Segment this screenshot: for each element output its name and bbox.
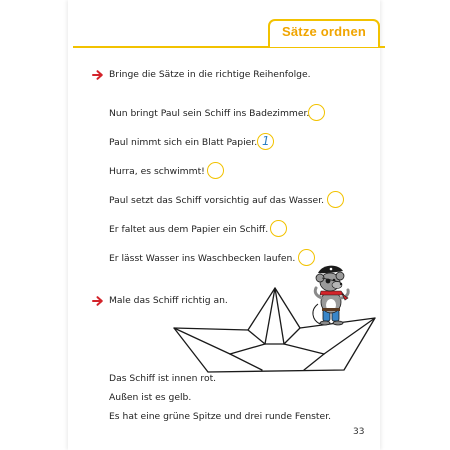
- sentence-4: Paul setzt das Schiff vorsichtig auf das Wasser.: [109, 195, 325, 206]
- sentence-2: Paul nimmt sich ein Blatt Papier.: [109, 137, 258, 148]
- sentence-1: Nun bringt Paul sein Schiff ins Badezimmer.: [109, 108, 310, 119]
- answer-circle-5[interactable]: [270, 220, 287, 237]
- pirate-mouse-illustration: [313, 266, 348, 325]
- answer-circle-3[interactable]: [207, 162, 224, 179]
- description-line-1: Das Schiff ist innen rot.: [109, 373, 217, 384]
- description-line-2: Außen ist es gelb.: [109, 392, 192, 403]
- sentence-3: Hurra, es schwimmt!: [109, 166, 205, 177]
- exercise1-instruction: Bringe die Sätze in die richtige Reihenfolge.: [109, 69, 311, 80]
- page-title: Sätze ordnen: [281, 24, 367, 39]
- paper-boat-illustration: [174, 288, 375, 372]
- sentence-6: Er lässt Wasser ins Waschbecken laufen.: [109, 253, 296, 264]
- sentence-5: Er faltet aus dem Papier ein Schiff.: [109, 224, 269, 235]
- boat-drawing: [172, 262, 377, 386]
- answer-circle-4[interactable]: [327, 191, 344, 208]
- answer-circle-1[interactable]: [308, 104, 325, 121]
- description-line-3: Es hat eine grüne Spitze und drei runde Fenster.: [109, 411, 332, 422]
- arrow-right-icon: [92, 295, 104, 307]
- answer-number-2: 1: [262, 134, 270, 148]
- arrow-right-icon: [92, 69, 104, 81]
- page-number: 33: [353, 427, 365, 437]
- exercise2-instruction: Male das Schiff richtig an.: [109, 295, 228, 306]
